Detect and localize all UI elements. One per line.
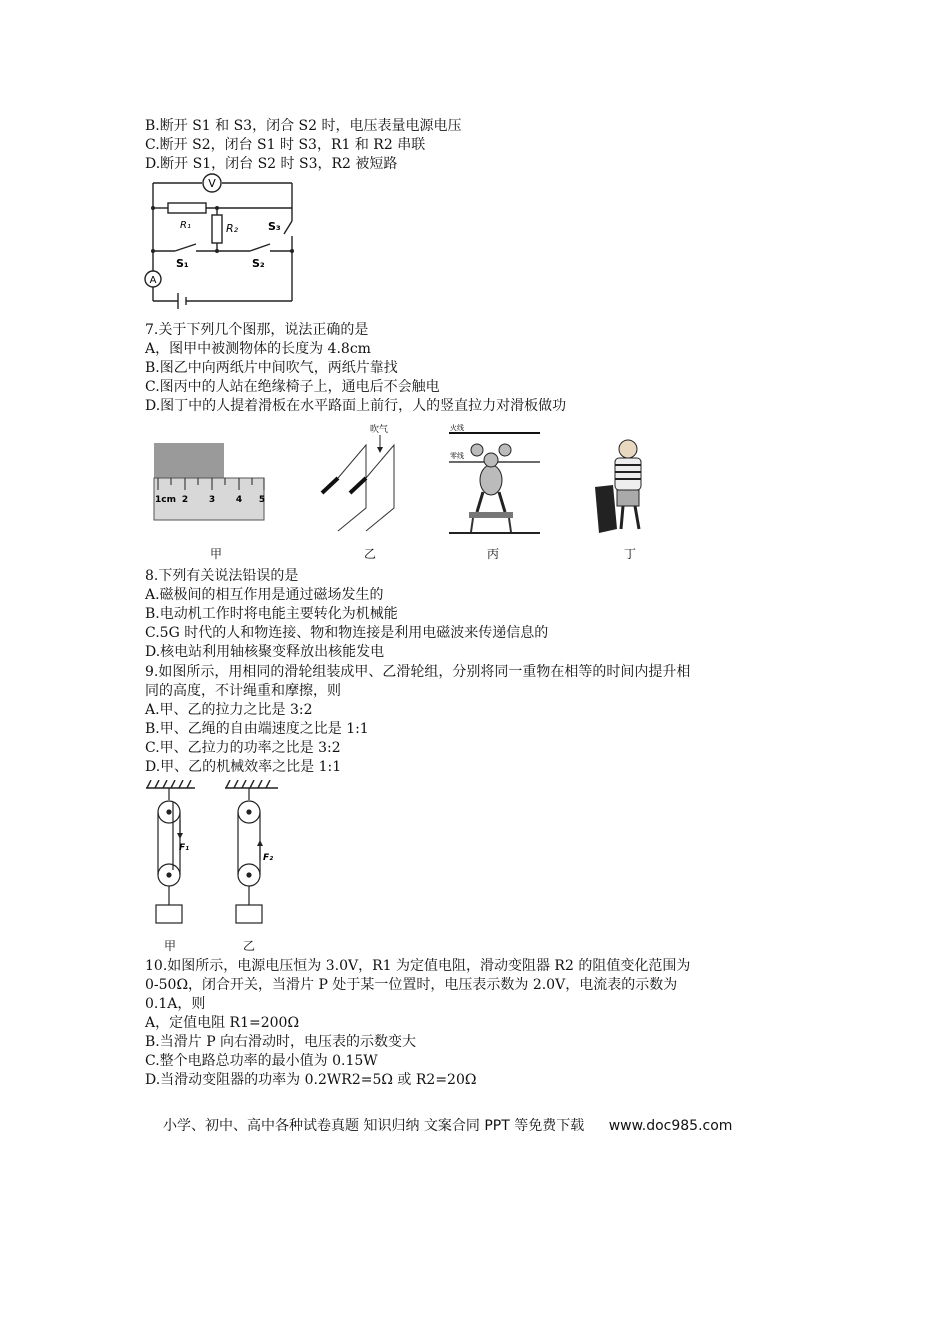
q7-caption-jia: 甲 <box>210 547 223 561</box>
q7-figure-insulated-chair <box>447 420 542 535</box>
q7-figure-skateboard-person <box>593 437 663 537</box>
q6-option-d: D.断开 S1，闭台 S2 时 S3，R2 被短路 <box>145 156 398 172</box>
q7-option-a: A，图甲中被测物体的长度为 4.8cm <box>145 341 371 357</box>
neutral-wire-label: 零线 <box>450 452 464 460</box>
voltmeter-label: V <box>208 177 216 190</box>
f2-label: F₂ <box>263 853 274 863</box>
q9-option-c: C.甲、乙拉力的功率之比是 3:2 <box>145 740 341 756</box>
q9-caption-yi: 乙 <box>243 939 256 953</box>
q8-option-a: A.磁极间的相互作用是通过磁场发生的 <box>145 587 384 603</box>
ruler-tick-2: 2 <box>181 495 189 505</box>
ruler-tick-1: 1cm <box>155 495 176 505</box>
q10-stem-line2: 0-50Ω，闭合开关，当滑片 P 处于某一位置时，电压表示数为 2.0V，电流表的示数为 <box>145 977 678 993</box>
q7-caption-ding: 丁 <box>624 547 637 561</box>
q9-caption-jia: 甲 <box>164 939 177 953</box>
q8-stem: 8.下列有关说法铅误的是 <box>145 568 299 584</box>
q7-stem: 7.关于下列几个图那，说法正确的是 <box>145 322 369 338</box>
q10-stem-line1: 10.如图所示，电源电压恒为 3.0V，R1 为定值电阻，滑动变阻器 R2 的阻值变化范围为 <box>145 958 691 974</box>
q10-stem-line3: 0.1A，则 <box>145 996 206 1012</box>
f1-label: F₁ <box>179 843 190 853</box>
q9-option-b: B.甲、乙绳的自由端速度之比是 1:1 <box>145 721 369 737</box>
blow-label: 吹气 <box>370 425 389 435</box>
q7-caption-bing: 丙 <box>487 547 500 561</box>
r1-label: R₁ <box>180 220 191 231</box>
q10-option-a: A，定值电阻 R1=200Ω <box>145 1015 300 1031</box>
q8-option-c: C.5G 时代的人和物连接、物和物连接是利用电磁波来传递信息的 <box>145 625 549 641</box>
ruler-tick-3: 3 <box>208 495 216 505</box>
ammeter-label: A <box>149 275 157 286</box>
s2-label: S₂ <box>252 257 265 270</box>
q10-option-d: D.当滑动变阻器的功率为 0.2WR2=5Ω 或 R2=20Ω <box>145 1072 477 1088</box>
q6-option-c: C.断开 S2，闭台 S1 时 S3，R1 和 R2 串联 <box>145 137 426 153</box>
q10-option-c: C.整个电路总功率的最小值为 0.15W <box>145 1053 378 1069</box>
q8-option-d: D.核电站利用轴核聚变释放出核能发电 <box>145 644 385 660</box>
footer-text: 小学、初中、高中各种试卷真题 知识归纳 文案合同 PPT 等免费下载 <box>163 1118 585 1134</box>
q7-figure-paper-sheets <box>318 423 408 533</box>
q6-circuit-diagram <box>140 170 300 315</box>
q6-option-b: B.断开 S1 和 S3，闭合 S2 时，电压表量电源电压 <box>145 118 462 134</box>
q9-option-a: A.甲、乙的拉力之比是 3:2 <box>145 702 313 718</box>
fire-wire-label: 火线 <box>450 424 464 432</box>
q7-option-b: B.图乙中向两纸片中间吹气，两纸片靠找 <box>145 360 398 376</box>
ruler-tick-5: 5 <box>258 495 266 505</box>
page-footer <box>163 1115 732 1135</box>
q9-option-d: D.甲、乙的机械效率之比是 1:1 <box>145 759 342 775</box>
q9-stem-line1: 9.如图所示，用相同的滑轮组装成甲、乙滑轮组，分别将同一重物在相等的时间内提升相 <box>145 664 691 680</box>
q10-option-b: B.当滑片 P 向右滑动时，电压表的示数变大 <box>145 1034 417 1050</box>
s3-label: S₃ <box>268 220 281 233</box>
q7-caption-yi: 乙 <box>364 547 377 561</box>
q7-option-d: D.图丁中的人提着滑板在水平路面上前行，人的竖直拉力对滑板做功 <box>145 398 567 414</box>
q9-stem-line2: 同的高度，不计绳重和摩擦，则 <box>145 683 341 699</box>
ruler-tick-4: 4 <box>235 495 243 505</box>
q8-option-b: B.电动机工作时将电能主要转化为机械能 <box>145 606 398 622</box>
s1-label: S₁ <box>176 257 189 270</box>
footer-url-link[interactable]: www.doc985.com <box>608 1118 733 1134</box>
q9-pulley-figures <box>143 780 283 950</box>
q7-figure-ruler <box>152 440 267 525</box>
q7-option-c: C.图丙中的人站在绝缘椅子上，通电后不会触电 <box>145 379 440 395</box>
r2-label: R₂ <box>226 222 239 235</box>
